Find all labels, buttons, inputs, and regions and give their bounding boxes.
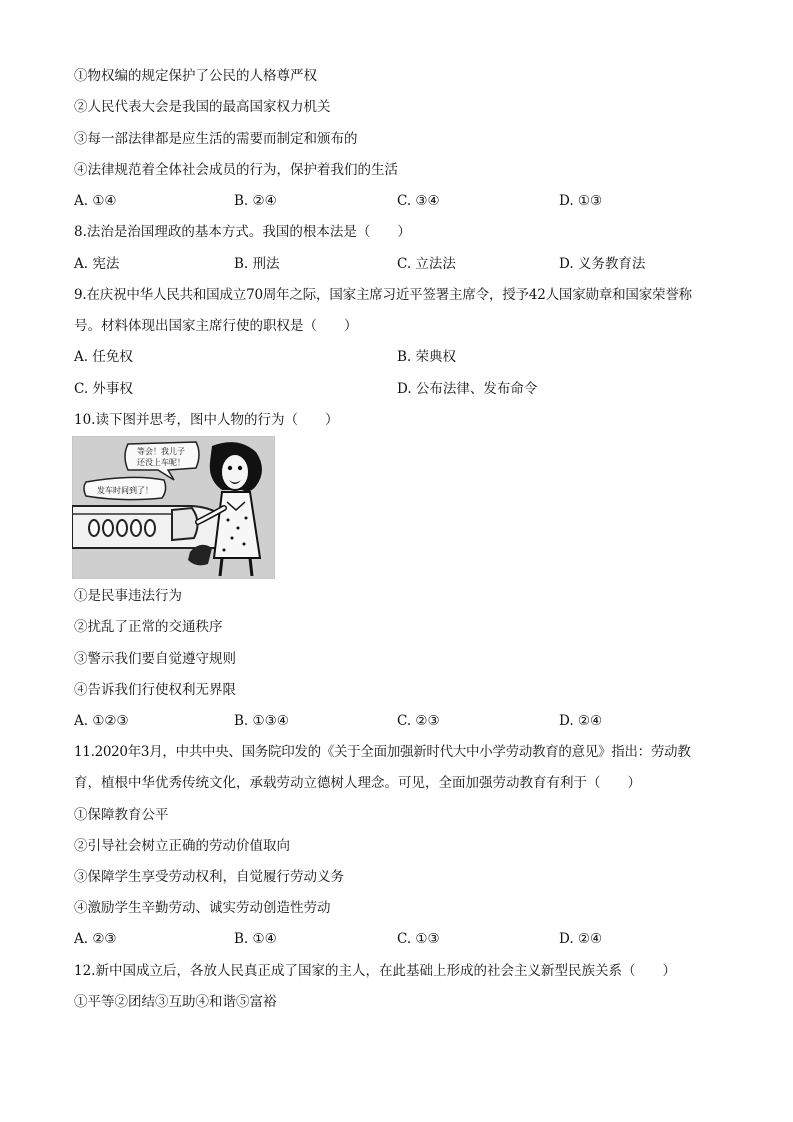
- q10-item-2: ②扰乱了正常的交通秩序: [74, 619, 223, 635]
- q7-item-4: ④法律规范着全体社会成员的行为，保护着我们的生活: [74, 162, 398, 178]
- q10-stem: 10.读下图并思考，图中人物的行为（ ）: [74, 412, 339, 428]
- q7-item-3: ③每一部法律都是应生活的需要而制定和颁布的: [74, 131, 358, 147]
- q8-option-c[interactable]: C. 立法法: [397, 256, 456, 272]
- q8-option-b[interactable]: B. 刑法: [234, 256, 280, 272]
- q8-options: [74, 255, 734, 273]
- q11-item-4: ④激励学生辛勤劳动、诚实劳动创造性劳动: [74, 900, 331, 916]
- q8-stem: 8.法治是治国理政的基本方式。我国的根本法是（ ）: [74, 224, 411, 240]
- q9-option-a[interactable]: A. 任免权: [74, 349, 133, 365]
- q10-item-3: ③警示我们要自觉遵守规则: [74, 651, 236, 667]
- q11-item-2: ②引导社会树立正确的劳动价值取向: [74, 838, 290, 854]
- q10-item-4: ④告诉我们行使权利无界限: [74, 682, 236, 698]
- q7-options: [74, 192, 734, 210]
- q10-option-a[interactable]: A. ①②③: [74, 713, 129, 729]
- bubble-left-text: 发车时间到了！: [97, 486, 153, 495]
- q7-option-a[interactable]: A. ①④: [74, 193, 117, 209]
- q9-options-row-1: [74, 348, 734, 366]
- q10-item-1: ①是民事违法行为: [74, 588, 182, 604]
- q7-option-d[interactable]: D. ①③: [559, 193, 603, 209]
- q11-item-1: ①保障教育公平: [74, 807, 169, 823]
- q9-stem-line-1: 9.在庆祝中华人民共和国成立70周年之际，国家主席习近平签署主席令，授予42人国家勋章和国家荣誉称: [74, 287, 692, 303]
- q11-stem-line-1: 11.2020年3月，中共中央、国务院印发的《关于全面加强新时代大中小学劳动教育的意见》指出：劳动教: [74, 744, 691, 760]
- q9-option-c[interactable]: C. 外事权: [74, 381, 133, 397]
- bubble-top-line-2: 还没上车呢！: [137, 458, 185, 467]
- q12-stem: 12.新中国成立后，各放人民真正成了国家的主人，在此基础上形成的社会主义新型民族关系（ ）: [74, 963, 676, 979]
- q9-stem-line-2: 号。材料体现出国家主席行使的职权是（ ）: [74, 318, 358, 334]
- q9-options-row-2: [74, 380, 734, 398]
- q11-option-b[interactable]: B. ①④: [234, 931, 277, 947]
- cartoon-image: [72, 436, 275, 579]
- q10-option-b[interactable]: B. ①③④: [234, 713, 289, 729]
- q11-item-3: ③保障学生享受劳动权利，自觉履行劳动义务: [74, 869, 344, 885]
- q9-option-b[interactable]: B. 荣典权: [397, 349, 457, 365]
- q12-items: ①平等②团结③互助④和谐⑤富裕: [74, 994, 277, 1010]
- q10-options: [74, 712, 734, 730]
- bubble-top-line-1: 等会！我儿子: [137, 447, 185, 456]
- q7-item-1: ①物权编的规定保护了公民的人格尊严权: [74, 68, 317, 84]
- speech-bubble-left: [84, 477, 166, 499]
- q11-option-c[interactable]: C. ①③: [397, 931, 440, 947]
- q10-option-d[interactable]: D. ②④: [559, 713, 603, 729]
- q11-option-d[interactable]: D. ②④: [559, 931, 603, 947]
- q9-option-d[interactable]: D. 公布法律、发布命令: [397, 381, 538, 397]
- q11-options: [74, 930, 734, 948]
- q7-option-b[interactable]: B. ②④: [234, 193, 277, 209]
- q10-option-c[interactable]: C. ②③: [397, 713, 440, 729]
- q11-stem-line-2: 育，植根中华优秀传统文化，承载劳动立德树人理念。可见，全面加强劳动教育有利于（ ）: [74, 775, 641, 791]
- q7-option-c[interactable]: C. ③④: [397, 193, 440, 209]
- q8-option-a[interactable]: A. 宪法: [74, 256, 120, 272]
- q8-option-d[interactable]: D. 义务教育法: [559, 256, 646, 272]
- q11-option-a[interactable]: A. ②③: [74, 931, 117, 947]
- q7-item-2: ②人民代表大会是我国的最高国家权力机关: [74, 99, 331, 115]
